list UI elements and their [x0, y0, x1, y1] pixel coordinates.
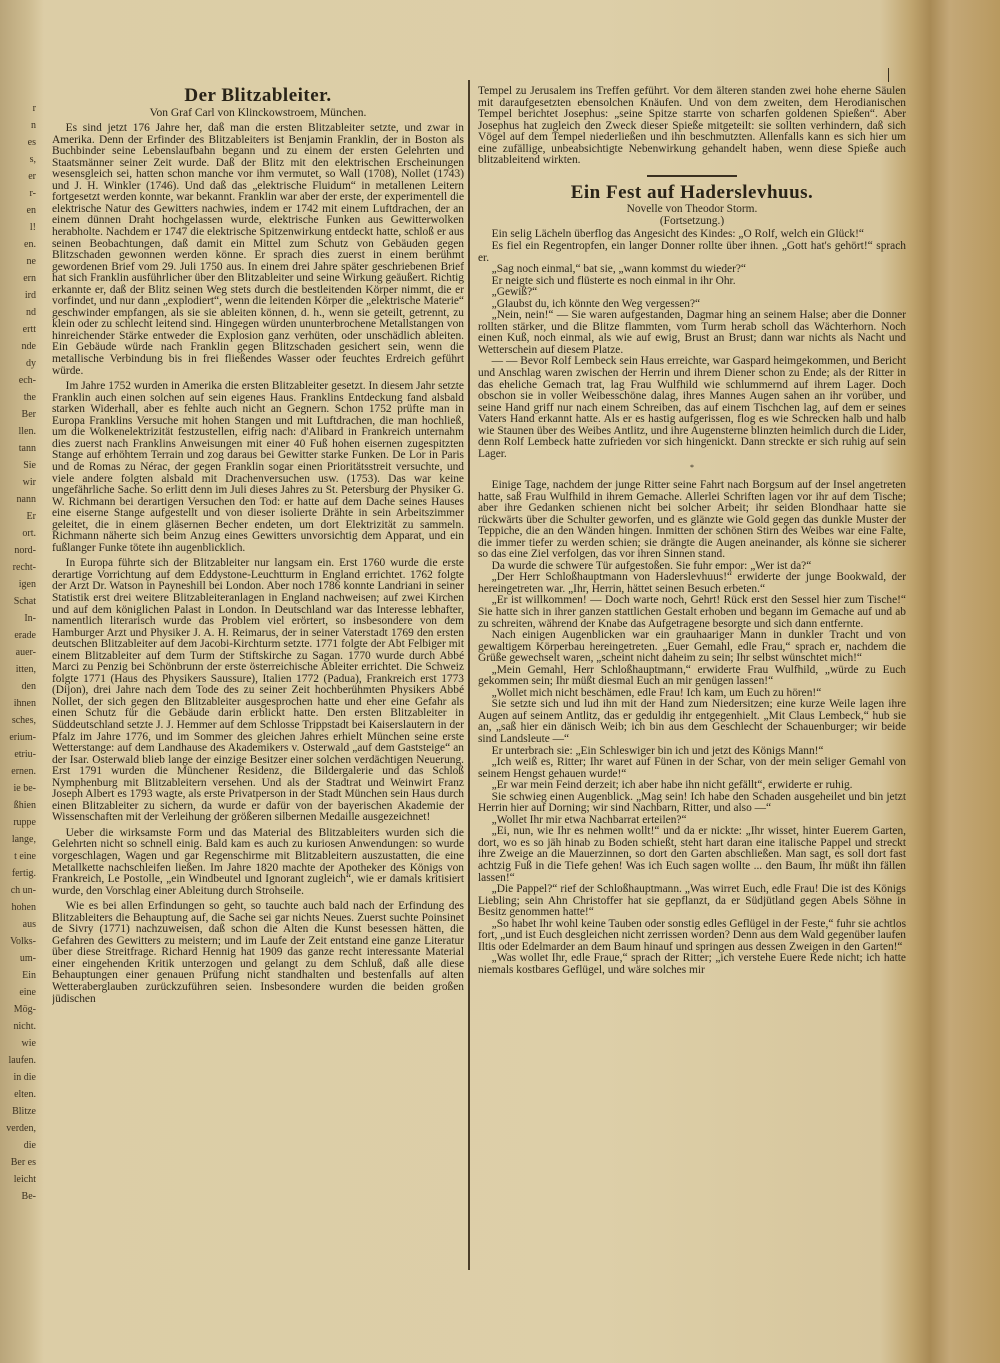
novel-note: (Fortsetzung.)	[659, 214, 725, 227]
paragraph: Er neigte sich und flüsterte es noch einmal in ihr Ohr.	[491, 274, 736, 287]
margin-fragment: hohen	[11, 902, 36, 913]
margin-fragment: ie be-	[13, 783, 36, 794]
margin-fragment: die	[23, 1140, 36, 1151]
margin-fragment: ech-	[18, 375, 36, 386]
margin-fragment: ernen.	[11, 766, 36, 777]
margin-fragment: es	[27, 137, 36, 148]
margin-fragment: the	[23, 392, 36, 403]
margin-fragment: igen	[18, 579, 36, 590]
paragraph: „Er ist willkommen! — Doch warte noch, Gehrt! Rück erst den Sessel hier zum Tische!“ Sie hatte sich in ihrer ganzen stattlichen Gestalt erhoben und begann im Gemache auf und ab zu schreiten, während der Knabe das Aufgetragene besorgte und sich dann entfernte.	[478, 594, 906, 630]
paragraph: „Ich weiß es, Ritter; Ihr waret auf Fünen in der Schar, von der mein seliger Gemahl von seinem Hengst gehauen wurde!“	[478, 756, 906, 780]
article-title: Der Blitzableiter.	[184, 86, 332, 106]
margin-fragment: s,	[29, 154, 36, 165]
margin-fragment: ird	[24, 290, 36, 301]
article-body	[52, 123, 464, 1005]
margin-fragment: ertt	[22, 324, 36, 335]
paragraph: Einige Tage, nachdem der junge Ritter seine Fahrt nach Borgsum auf der Insel angetreten hatte, saß Frau Wulfhild in ihrem Gemache. Allerlei Schriften lagen vor ihr auf dem Tische; aber ihre Gedanken schienen nicht bei solcher Arbeit; ihr seiden Blondhaar hatte sie rückwärts über die Schulter geworfen, und es glänzte wie Gold gegen das dunkle Muster der Teppiche, die an den Wänden hingen. Inmitten der schönen Stirn des Weibes war eine Falte, die immer tiefer zu werden schien; sie drängte die Augen aneinander, als könne sie sicherer so das eine Ziel verfolgen, das vor ihren Sinnen stand.	[478, 478, 906, 561]
paragraph: „Was wollet Ihr, edle Fraue,“ sprach der Ritter; „ich verstehe Euere Rede nicht; ich hatte niemals kostbares Geflügel, und wäre solches mir	[478, 952, 906, 976]
margin-fragment: Ber	[21, 409, 36, 420]
margin-fragment: Volks-	[10, 936, 36, 947]
margin-fragment: Er	[26, 511, 36, 522]
margin-fragment: ch un-	[10, 885, 36, 896]
margin-fragment: in die	[13, 1072, 36, 1083]
margin-fragment: nd	[26, 307, 36, 318]
margin-fragment: t eine	[14, 851, 36, 862]
paragraph: Ein selig Lächeln überflog das Angesicht des Kindes: „O Rolf, welch ein Glück!“	[491, 228, 864, 241]
paragraph: Ueber die wirksamste Form und das Material des Blitzableiters wurden sich die Gelehrten nicht so schnell einig. Bald kam es auch zu kuriosen Anwendungen: so wurde vorgeschlagen, Wagen und gar Regenschirme mit Blitzableitern auszustatten, die eine Metallkette nachschleifen ließen. Im Jahre 1820 machte der Apotheker des Königs von Frankreich, Le Postolle, „ein Windbeutel und Ignorant zugleich“, wie er damals kritisiert wurde, den Vorschlag einer Ableitung durch Strohseile.	[52, 826, 464, 897]
margin-fragment: auer-	[15, 647, 36, 658]
margin-fragment: elten.	[14, 1089, 36, 1100]
margin-fragment: ihnen	[13, 698, 36, 709]
article-byline: Von Graf Carl von Klinckowstroem, München.	[149, 106, 367, 119]
margin-fragment: itten,	[15, 664, 36, 675]
paragraph: „Die Pappel?“ rief der Schloßhauptmann. „Was wirret Euch, edle Frau! Die ist des Königs Liebling; sein Ahn Christoffer hat sie gepflanzt, da er Südjütland gegen Abels Söhne in Besitz genommen hatte!“	[478, 883, 906, 919]
margin-fragment: erium-	[9, 732, 36, 743]
margin-fragment: Schat	[13, 596, 36, 607]
margin-fragment: nicht.	[13, 1021, 36, 1032]
margin-fragment: Be-	[21, 1191, 36, 1202]
adjacent-page-fragments	[0, 100, 36, 1250]
margin-fragment: In-	[24, 613, 36, 624]
paragraph: Sie setzte sich und lud ihn mit der Hand zum Niedersitzen; eine kurze Weile lagen ihre Augen auf seinem Antlitz, das er geduldig ihr entgegenhielt. „Mit Claus Lembeck,“ hub sie an, „saß hier ein dänisch Weib; ich bin aus dem Geschlecht der Schauenburger; wir beide sind Landsleute —“	[478, 698, 906, 745]
paragraph: Sie schwieg einen Augenblick. „Mag sein! Ich habe den Schaden ausgeheilet und bin jetzt Herrin hier auf Dorning; wir sind Nachbarn, Ritter, und also —“	[478, 790, 906, 815]
margin-fragment: r	[32, 103, 36, 114]
novel-title: Ein Fest auf Haderslevhuus.	[570, 181, 814, 203]
margin-fragment: llen.	[18, 426, 36, 437]
margin-fragment: wie	[21, 1038, 36, 1049]
novel-body-part2	[478, 480, 906, 977]
margin-fragment: Mög-	[13, 1004, 36, 1015]
margin-fragment: leicht	[13, 1174, 36, 1185]
paragraph: „Er war mein Feind derzeit; ich aber habe ihn nicht gefällt“, erwiderte er ruhig.	[491, 779, 853, 792]
paragraph: In Europa führte sich der Blitzableiter nur langsam ein. Erst 1760 wurde die erste derartige Vorrichtung auf dem Eddystone-Leuchtturm in England errichtet. 1762 folgte der Arzt Dr. Watson in Payneshill bei London. Aber noch 1786 konnte Landriani in seiner Statistik erst drei weitere Blitzableiteranlagen in England nachweisen; auf zwei Kirchen und auf dem königlichen Palast in London. In Deutschland war das Interesse lebhafter, namentlich literarisch wurde das Problem viel erörtert, so insbesondere von dem Hamburger Arzt und Physiker J. A. H. Reimarus, der in seiner Vaterstadt 1769 den ersten deutschen Blitzableiter auf dem Jacobi-Kirchturm setzte. 1771 folgte der Abt Felbiger mit einem Blitzableiter auf dem Turm der Stiftskirche zu Sagan. 1770 wurde durch Abbé Marci zu Penzig bei Schönbrunn der erste österreichische Ableiter errichtet. Die Schweiz folgte 1771 (Haus des Physikers Saussure), Italien 1772 (Padua), Frankreich erst 1773 (Dijon), drei Jahre nach dem Tode des zu seiner Zeit hochberühmten Physikers Abbé Nollet, der sich gegen den Blitzableiter ausgesprochen hatte und eher eine Gefahr als einen Schutz für die Gebäude darin erblickt hatte. Den ersten Blitzableiter in Süddeutschland setzte J. J. Hemmer auf dem Schlosse Trippstadt bei Kaiserslautern in der Pfalz im Jahre 1776, und im Sommer des gleichen Jahres erhielt München seine erste Wetterstange: auf dem Landhause des Akademikers v. Osterwald „auf dem Gaststeige“ an der Isar. Osterwald blieb lange der einzige Besitzer einer solchen verdächtigen Neuerung. Erst 1791 wurden die Münchener Residenz, die Bildergalerie und das Schloß Nymphenburg mit Blitzableitern versehen. Und als der Stadtrat und Weinwirt Franz Joseph Albert es 1793 wagte, als erste Privatperson in der Stadt München sein Haus durch einen Blitzableiter zu sichern, da wurde er dafür von der bayerischen Akademie der Wissenschaften mit der Verleihung der größeren silbernen Medaille ausgezeichnet!	[52, 557, 464, 824]
margin-fragment: den	[21, 681, 36, 692]
margin-fragment: nde	[21, 341, 36, 352]
paragraph: Er unterbrach sie: „Ein Schleswiger bin ich und jetzt des Königs Mann!“	[491, 744, 824, 757]
margin-fragment: fertig.	[11, 868, 36, 879]
margin-fragment: er	[28, 171, 36, 182]
margin-fragment: n	[31, 120, 36, 131]
margin-fragment: en.	[24, 239, 36, 250]
paragraph: Es sind jetzt 176 Jahre her, daß man die ersten Blitzableiter setzte, und zwar in Amerika. Denn der Erfinder des Blitzableiters ist Benjamin Franklin, der in Boston als Buchbinder seine Lebenslaufbahn begann und zu einem der ersten Gelehrten und Staatsmänner seiner Zeit wurde. Daß der Blitz mit den elektrischen Erscheinungen wesensgleich sei, hatten schon manche vor ihm vermutet, so Wall (1708), Nollet (1743) und J. H. Winkler (1746). Und daß das „elektrische Fluidum“ in metallenen Leitern fortgesetzt werden konnte, war bekannt. Franklin war aber der erste, der experimentell die elektrische Natur des Gewitters nachwies, indem er 1742 mit einem Luftdrachen, der an einem dünnen Draht hochgelassen wurde, elektrische Funken aus Gewitterwolken herabholte. Nachdem er 1747 die elektrische Spitzenwirkung entdeckt hatte, schloß er aus seinen Beobachtungen, daß damit ein Mittel zum Schutz von Gebäuden gegen Blitzschaden gewonnen werden könne. Er sprach dies zuerst in einem berühmt gewordenen Brief vom 29. Juli 1750 aus. In einem drei Jahre später geschriebenen Brief hat sich Franklin ausführlicher über den Blitzableiter und seine Wirkung geäußert. Richtig erkannte er, daß der Blitz seinen Weg stets durch die bestleitenden Körper nimmt, die er vorfindet, und nur dann „explodiert“, wenn die leitenden Körper die „elektrische Materie“ geschwinder empfangen, als sie sie ableiten können, d. h., wenn sie geteilt, getrennt, zu klein oder zu schlecht leitend sind. Hingegen würden ununterbrochene Metallstangen von hinreichender Stärke entweder die Explosion ganz verhüten, oder unschädlich ableiten. Ein Gebäude würde nach Franklin gegen Blitzschaden gesichert sein, wenn die metallische Verbindung bis in frei fließendes Wasser oder feuchtes Erdreich geführt würde.	[52, 122, 464, 377]
paragraph: „Wollet Ihr mir etwa Nachbarrat erteilen?“	[491, 813, 687, 826]
margin-fragment: etriu-	[14, 749, 36, 760]
margin-fragment: laufen.	[8, 1055, 36, 1066]
margin-fragment: ruppe	[13, 817, 36, 828]
column-divider	[468, 80, 470, 1270]
section-divider	[647, 175, 737, 177]
margin-fragment: tann	[18, 443, 36, 454]
paragraph: „Ei, nun, wie Ihr es nehmen wollt!“ und da er nickte: „Ihr wisset, hinter Euerem Garten, dort, wo es so jäh hinab zu Boden schießt, steht hart daran eine italische Pappel und streckt ihre Zweige an die Mauerzinnen, so dort den Garten abschließen. Man sagt, es soll dort fast achtzig Fuß in die Tiefe gehen! Was ich Euch sagen wollte ... den Baum, Ihr müßt ihn fällen lassen!“	[478, 825, 906, 884]
margin-fragment: nann	[16, 494, 36, 505]
margin-fragment: sches,	[11, 715, 36, 726]
paragraph: Da wurde die schwere Tür aufgestoßen. Sie fuhr empor: „Wer ist da?“	[491, 559, 812, 572]
margin-fragment: verden,	[6, 1123, 36, 1134]
margin-fragment: Ein	[22, 970, 36, 981]
margin-fragment: aus	[22, 919, 36, 930]
margin-fragment: eine	[19, 987, 36, 998]
paragraph: „So habet Ihr wohl keine Tauben oder sonstig edles Geflügel in der Feste,“ fuhr sie achtlos fort, „und ist Euch desgleichen nicht zerrissen worden? Denn aus dem Wald gegenüber laufen Iltis oder Edelmarder an dem Baum hinauf und springen aus dessen Zweigen in den Garten!“	[478, 917, 906, 953]
article-blitzableiter	[52, 86, 464, 1266]
novel-subtitle: Novelle von Theodor Storm.	[626, 203, 758, 216]
margin-fragment: wir	[22, 477, 36, 488]
paragraph: — — Bevor Rolf Lembeck sein Haus erreichte, war Gaspard heimgekommen, und Bericht und Anschlag waren zwischen der Herrin und ihrem Diener schon zu Ende; als der Ritter in das eheliche Gemach trat, lag Frau Wulfhild wie schlummernd auf ihrem Lager. Doch obschon sie in voller Weibesschöne dalag, ihres Mannes Augen sahen an ihr vorüber, und seine Hand griff nur nach einem Schreiben, das auf einem Tischchen lag, auf dem er seines Vaters Hand erkannt hatte. Als er es hastig aufgerissen, flog es wie Schrecken halb und halb wie Staunen über des Weibes Antlitz, und ihre Augensterne blinzten heimlich durch die Lider, denn Rolf Lembeck hatte zufrieden vor sich hingenickt. Dann streckte er sich ruhig auf sein Lager.	[478, 355, 906, 460]
paragraph: „Gewiß?“	[491, 286, 538, 299]
margin-fragment: Blitze	[12, 1106, 36, 1117]
margin-fragment: erade	[14, 630, 36, 641]
margin-fragment: ort.	[22, 528, 36, 539]
margin-fragment: ßhien	[13, 800, 36, 811]
margin-fragment: um-	[19, 953, 36, 964]
margin-fragment: en	[26, 205, 36, 216]
paragraph: „Der Herr Schloßhauptmann von Haderslevhuus!“ erwiderte der junge Bookwald, der hereingetreten war. „Ihr, Herrin, hättet seinen Besuch erbeten.“	[478, 571, 906, 595]
paragraph: „Sag noch einmal,“ bat sie, „wann kommst du wieder?“	[491, 263, 746, 276]
margin-fragment: recht-	[12, 562, 36, 573]
margin-fragment: nord-	[14, 545, 36, 556]
margin-fragment: r-	[29, 188, 36, 199]
margin-mark	[888, 68, 889, 82]
margin-fragment: Ber es	[10, 1157, 36, 1168]
paragraph: Wie es bei allen Erfindungen so geht, so tauchte auch bald nach der Erfindung des Blitzableiters die Behauptung auf, die Sache sei gar nichts Neues. Zuerst suchte Poinsinet de Sivry (1771) nachzuweisen, daß schon die Alten die Kunst besessen hätten, die Gefahren des Gewitters zu meistern; und im Laufe der Zeit entstand eine ganze Literatur über diese Streitfrage. Richard Hennig hat 1909 das ganze recht interessante Material einer eingehenden Kritik unterzogen und gelangt zu dem Schluß, daß alle diese Behauptungen einer genauen Prüfung nicht standhalten und bestenfalls auf alten Wetteraberglauben zurückzuführen seien. Insbesondere wurden die beiden großen jüdischen	[52, 900, 464, 1005]
paragraph: Nach einigen Augenblicken war ein grauhaariger Mann in dunkler Tracht und von gewaltigem Körperbau hereingetreten. „Euer Gemahl, edle Frau,“ sprach er, nachdem die Grüße gewechselt waren, „scheint nicht daheim zu sein; Ihr selbst wünschtet mich!“	[478, 629, 906, 665]
margin-fragment: l!	[29, 222, 36, 233]
margin-fragment: lange,	[11, 834, 36, 845]
margin-fragment: ern	[23, 273, 36, 284]
margin-fragment: ne	[26, 256, 36, 267]
paragraph: Im Jahre 1752 wurden in Amerika die ersten Blitzableiter gesetzt. In diesem Jahr setzte Franklin auch einen solchen auf sein eigenes Haus. Franklins Entdeckung fand alsbald starken Widerhall, aber es fehlte auch nicht an Gegnern. Schon 1752 prüfte man in Europa Franklins Versuche mit hohen Stangen und mit Luftdrachen, die man hochließ, um die Wolkenelektrizität festzustellen, eifrig nach: d'Alibard in Frankreich unternahm dies zuerst nach Franklins Anweisungen mit einer 40 Fuß hohen eisernen zugespitzten Stange auf erhöhtem Terrain und zog daraus bei Gewitter starke Funken. De Lor in Paris und de Romas zu Nérac, der gegen Franklin sogar einen Prioritätsstreit versuchte, und viele andere folgten alsbald mit Drachenversuchen usw. (1753). Das war keine ungefährliche Sache. So erlitt denn im Juli dieses Jahres zu St. Petersburg der Physiker G. W. Richmann bei derartigen Versuchen den Tod: er hatte auf dem Dache seines Hauses eine eiserne Stange aufgestellt und von dieser isolierte Drähte in sein Arbeitszimmer geleitet, die in einem gläsernen Becher endeten, um dort Elektrizität zu sammeln. Richmann näherte sich beim Anzug eines Gewitters unvorsichtig dem Apparat, und ein fußlanger Funke tötete ihn augenblicklich.	[52, 380, 464, 554]
paragraph: „Mein Gemahl, Herr Schloßhauptmann,“ erwiderte Frau Wulfhild, „würde zu Euch gekommen sein; Ihr müßt diesmal Euch an mir genügen lassen!“	[478, 663, 906, 688]
novel-body-part1	[478, 229, 906, 460]
article-continuation: Tempel zu Jerusalem ins Treffen geführt. Vor dem älteren standen zwei hohe eherne Säulen mit daraufgesetzten ebensolchen Knäufen. Und von dem zweiten, dem Herodianischen Tempel berichtet Josephus: „seine Spitze starrte von scharfen goldenen Spießen“. Aber Josephus hat zugleich den Zweck dieser Spieße mitgeteilt: sie sollten verhindern, daß sich Vögel auf dem Tempel niederließen und ihn beschmutzten. Allenfalls kann es sich hier um eine zufällige, unbeabsichtigte Nebenwirkung gehandelt haben, wenn diese Spieße auch blitzableitend wirkten.	[478, 86, 906, 167]
paragraph: „Nein, nein!“ — Sie waren aufgestanden, Dagmar hing an seinem Halse; aber die Donner rollten stärker, und die Blitze flammten, vom Turm herab scholl das Wächterhorn. Noch einen Kuß, noch einmal, als wie auf ewig, Brust an Brust; dann war nichts als Nacht und Wetterschein auf diesem Platze.	[478, 309, 906, 356]
right-column	[478, 86, 906, 1266]
paragraph: Es fiel ein Regentropfen, ein langer Donner rollte über ihnen. „Gott hat's gehört!“ sprach er.	[478, 240, 906, 264]
paragraph: „Glaubst du, ich könnte den Weg vergessen?“	[491, 297, 701, 310]
margin-fragment: dy	[26, 358, 36, 369]
paragraph: „Wollet mich nicht beschämen, edle Frau! Ich kam, um Euch zu hören!“	[491, 686, 822, 699]
scene-separator: *	[690, 463, 694, 473]
margin-fragment: Sie	[23, 460, 36, 471]
